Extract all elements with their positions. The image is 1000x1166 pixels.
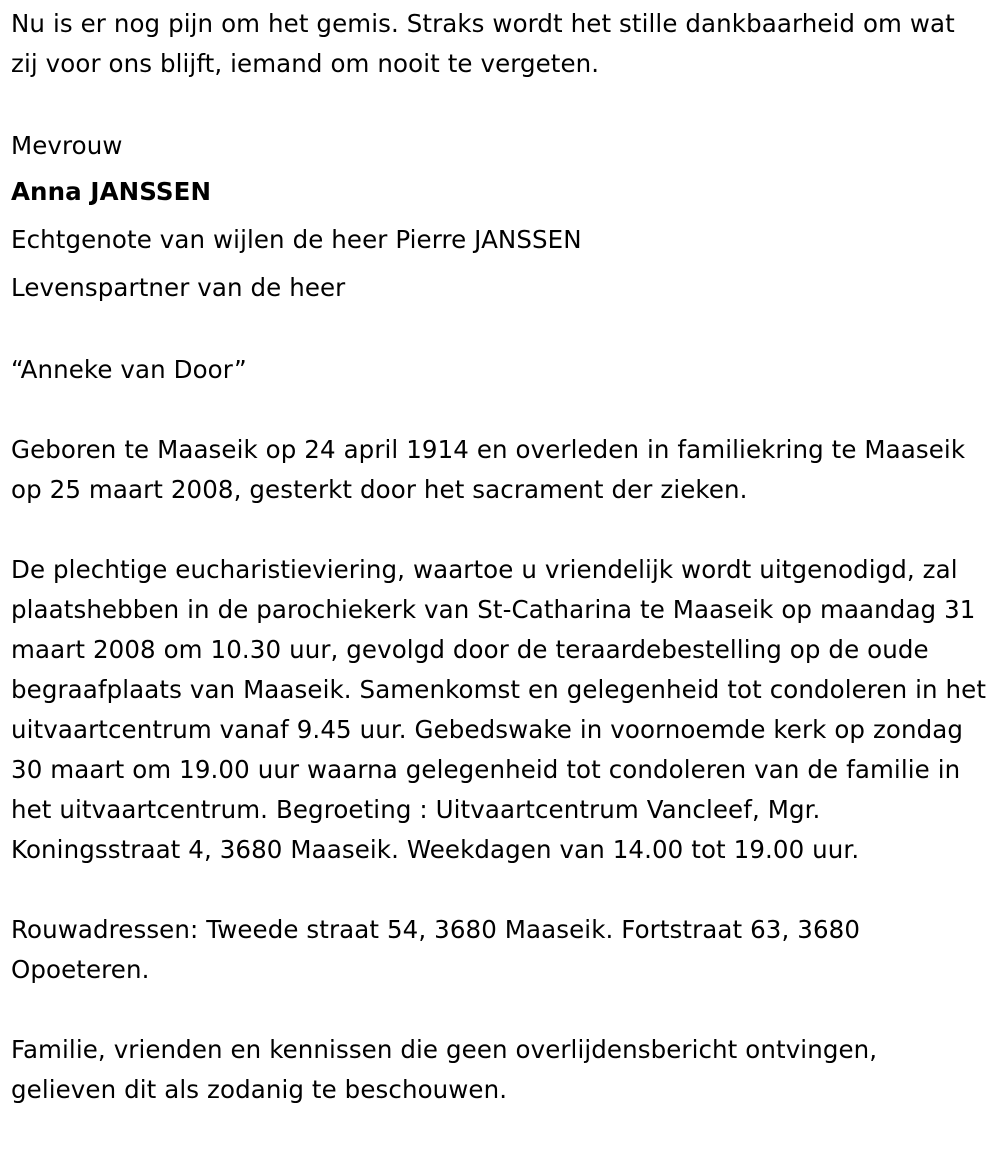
spouse-line: Echtgenote van wijlen de heer Pierre JANSSEN (11, 225, 582, 254)
salutation: Mevrouw (11, 131, 123, 160)
ceremony-text: De plechtige eucharistieviering, waartoe u vriendelijk wordt uitgenodigd, zal plaatshebben in de parochiekerk van St-Catharina te Maaseik op maandag 31 maart 2008 om 10.30 uur, gevolgd door de teraardebestelling op de oude begraafplaats van Maaseik. Samenkomst en gelegenheid tot condoleren in het uitvaartcentrum vanaf 9.45 uur. Gebedswake in voornoemde kerk op zondag 30 maart om 19.00 uur waarna gelegenheid tot condoleren van de familie in het uitvaartcentrum. Begroeting : Uitvaartcentrum Vancleef, Mgr. Koningsstraat 4, 3680 Maaseik. Weekdagen van 14.00 tot 19.00 uur. (11, 555, 987, 864)
birth-death-text: Geboren te Maaseik op 24 april 1914 en overleden in familiekring te Maaseik op 25 maart 2008, gesterkt door het sacrament der zieken. (11, 435, 966, 504)
deceased-title-block (11, 124, 988, 312)
partner-name: “Anneke van Door” (11, 355, 247, 384)
mourning-addresses: Rouwadressen: Tweede straat 54, 3680 Maaseik. Fortstraat 63, 3680 Opoeteren. (11, 915, 861, 984)
deceased-name: Anna JANSSEN (11, 177, 212, 206)
partner-line: Levenspartner van de heer (11, 273, 346, 302)
closing-text: Familie, vrienden en kennissen die geen overlijdensbericht ontvingen, gelieven dit als zodanig te beschouwen. (11, 1035, 878, 1104)
intro-text: Nu is er nog pijn om het gemis. Straks wordt het stille dankbaarheid om wat zij voor ons blijft, iemand om nooit te vergeten. (11, 9, 955, 78)
